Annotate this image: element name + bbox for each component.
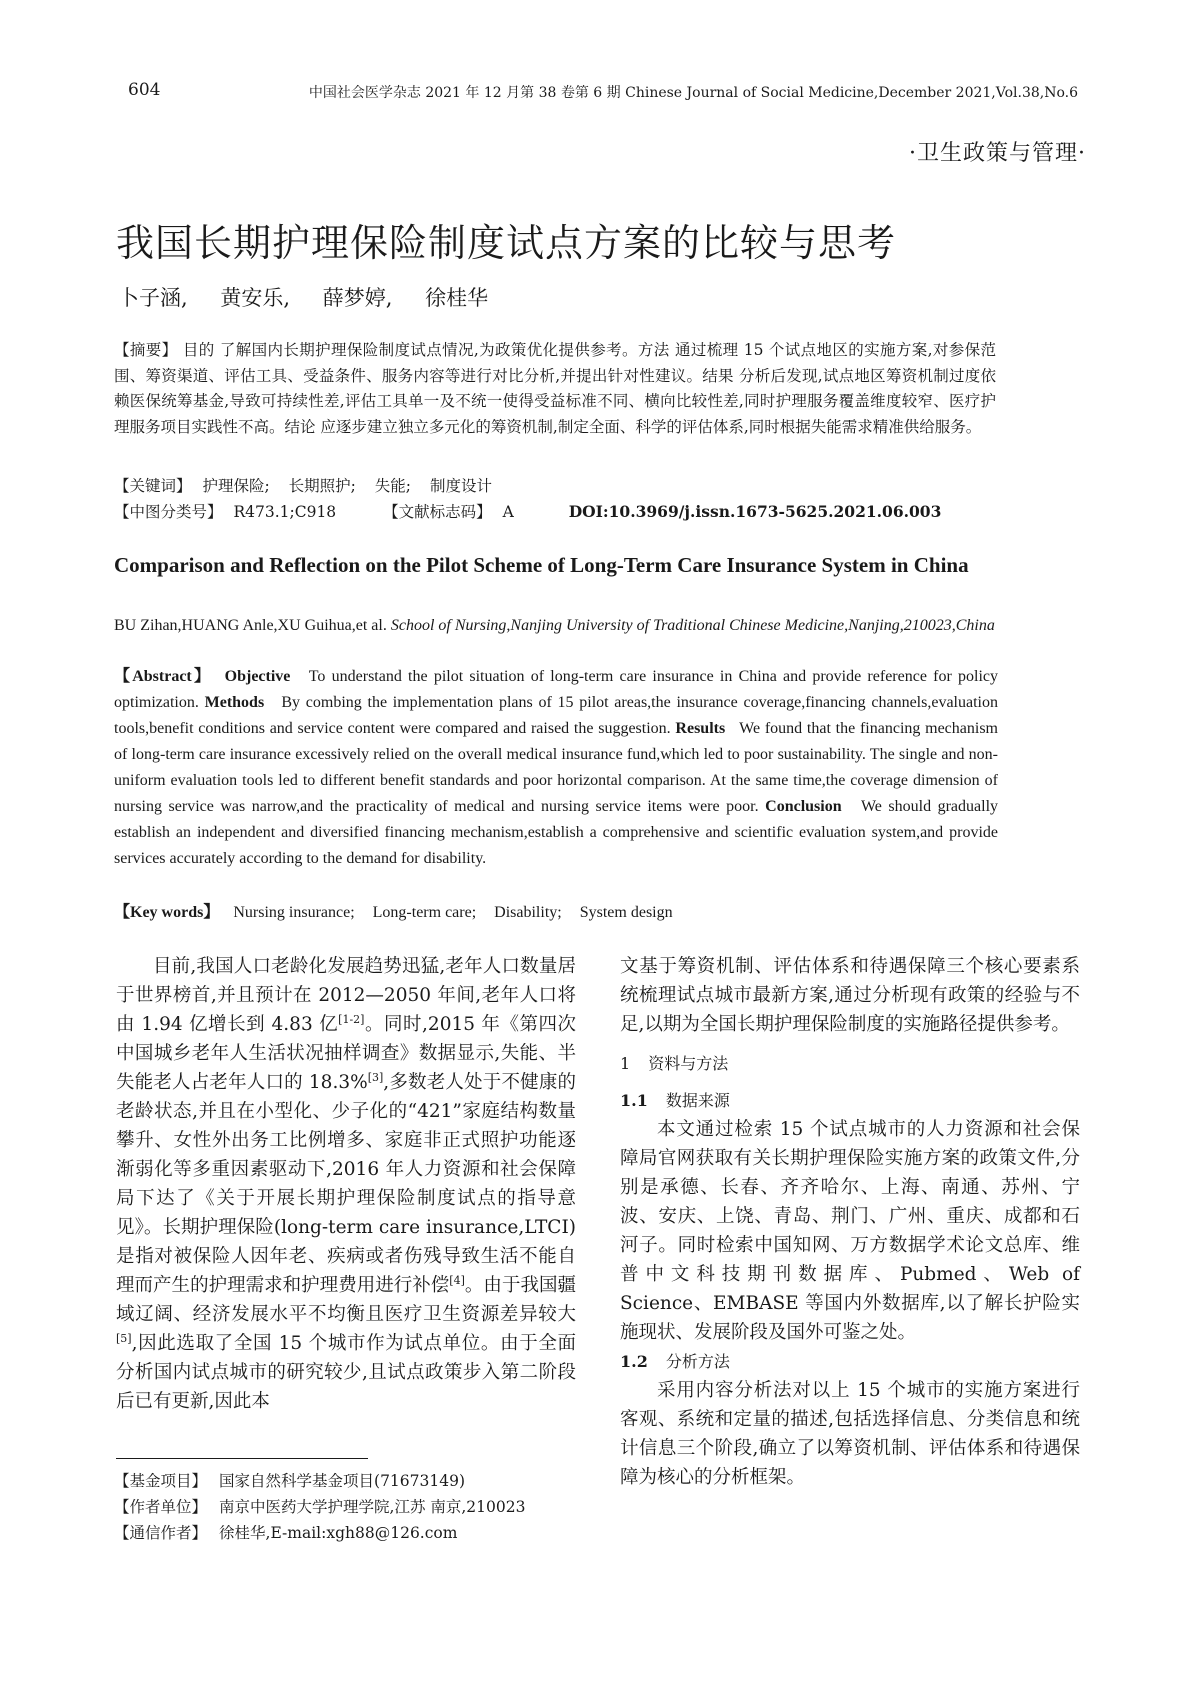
body-text: 目前,我国人口老龄化发展趋势迅猛,老年人口数量居于世界榜首,并且预计在 2012—2050 年间,老年人口将由 1.94 亿增长到 4.83 亿	[116, 956, 576, 1035]
affiliation-en: School of Nursing,Nanjing University of Traditional Chinese Medicine,Nanjing,210023,China	[390, 617, 995, 634]
footnote-corresponding	[114, 1520, 525, 1546]
heading-number: 1.2	[620, 1352, 648, 1371]
body-paragraph: 文基于筹资机制、评估体系和待遇保障三个核心要素系统梳理试点城市最新方案,通过分析现有政策的经验与不足,以期为全国长期护理保险制度的实施路径提供参考。	[620, 956, 1080, 1035]
footnote-label: 【通信作者】	[114, 1524, 208, 1542]
body-text: 。同时,2015 年《第四次中国城乡老年人生活状况抽样调查》数据显示,失能、半失能老人占老年人口的 18.3%	[116, 1014, 577, 1093]
methods-text: By combing the implementation plans of 15 pilot areas,the insurance coverage,financing channels,evaluation tools,benefit conditions and service content were compared and raised the suggestion.	[114, 694, 998, 737]
objective-label: Objective	[224, 668, 291, 685]
abstract-cn	[114, 338, 996, 440]
classification-line	[114, 500, 955, 522]
article-title-cn: 我国长期护理保险制度试点方案的比较与思考	[116, 221, 897, 265]
methods-label: Methods	[204, 694, 265, 711]
running-head	[128, 80, 1078, 104]
body-text: ,因此选取了全国 15 个城市作为试点单位。由于全面分析国内试点城市的研究较少,且试点政策步入第二阶段后已有更新,因此本	[116, 1333, 576, 1412]
keyword: 制度设计	[429, 477, 492, 495]
doc-code-label: 【文献标志码】	[383, 503, 492, 521]
abstract-en-label: 【Abstract】	[114, 668, 213, 685]
author-name: 卜子涵,	[118, 286, 188, 310]
article-title-en: Comparison and Reflection on the Pilot Scheme of Long-Term Care Insurance System in China	[114, 553, 969, 577]
keyword: Long-term care;	[372, 904, 477, 921]
heading-text: 数据来源	[665, 1091, 730, 1110]
citation: [4]	[449, 1274, 465, 1287]
author-name: 黄安乐,	[220, 286, 291, 310]
body-right-column	[620, 952, 1080, 1492]
keyword: System design	[579, 904, 673, 921]
section-label: ·卫生政策与管理·	[909, 141, 1086, 166]
clc-value: R473.1;C918	[233, 503, 337, 521]
section-heading	[620, 1049, 1080, 1078]
objective-text: To understand the pilot situation of long-term care insurance in China and provide reference for policy optimization.	[114, 668, 999, 711]
heading-text: 分析方法	[665, 1352, 730, 1371]
body-paragraph	[116, 952, 576, 1416]
results-label: Results	[675, 720, 726, 737]
keywords-cn	[114, 474, 506, 496]
footnote-divider	[116, 1458, 368, 1459]
journal-citation: 中国社会医学杂志 2021 年 12 月第 38 卷第 6 期 Chinese Journal of Social Medicine,December 2021,Vol.38,No.6	[308, 85, 1078, 101]
body-paragraph: 本文通过检索 15 个试点城市的人力资源和社会保障局官网获取有关长期护理保险实施方案的政策文件,分别是承德、长春、齐齐哈尔、上海、南通、苏州、宁波、安庆、上饶、青岛、荆门、广州、重庆、成都和石河子。同时检索中国知网、万方数据学术论文总库、维普中文科技期刊数据库、Pubmed、Web of Science、EMBASE 等国内外数据库,以了解长护险实施现状、发展阶段及国外可鉴之处。	[620, 1119, 1080, 1343]
keyword: Nursing insurance;	[233, 904, 355, 921]
page-number: 604	[128, 80, 161, 100]
body-text: ,多数老人处于不健康的老龄状态,并且在小型化、少子化的“421”家庭结构数量攀升、女性外出务工比例增多、家庭非正式照护功能逐渐弱化等多重因素驱动下,2016 年人力资源和社会保障局下达了《关于开展长期护理保险制度试点的指导意见》。长期护理保险(long-term care insurance,LTCI)是指对被保险人因年老、疾病或者伤残导致生活不能自理而产生的护理需求和护理费用进行补偿	[116, 1072, 577, 1296]
keyword: 长期照护;	[288, 477, 356, 495]
footnotes	[114, 1468, 525, 1546]
author-name: 徐桂华	[425, 286, 489, 310]
citation: [1-2]	[338, 1013, 365, 1026]
footnote-text: 国家自然科学基金项目(71673149)	[219, 1472, 466, 1490]
clc-label: 【中图分类号】	[114, 503, 223, 521]
footnote-label: 【作者单位】	[114, 1498, 208, 1516]
heading-text: 资料与方法	[648, 1054, 729, 1073]
footnote-text: 南京中医药大学护理学院,江苏 南京,210023	[219, 1498, 526, 1516]
conclusion-text: We should gradually establish an independent and diversified financing mechanism,establish a comprehensive and scientific evaluation system,and provide services accurately according to the demand for disability.	[114, 798, 999, 867]
authors-cn	[118, 282, 514, 312]
authors-en-names: BU Zihan,HUANG Anle,XU Guihua,et al.	[114, 617, 387, 634]
body-text: 。由于我国疆域辽阔、经济发展水平不均衡且医疗卫生资源差异较大	[116, 1275, 576, 1325]
footnote-funding	[114, 1468, 525, 1494]
subsection-heading	[620, 1086, 1080, 1115]
body-paragraph: 采用内容分析法对以上 15 个城市的实施方案进行客观、系统和定量的描述,包括选择信息、分类信息和统计信息三个阶段,确立了以筹资机制、评估体系和待遇保障为核心的分析框架。	[620, 1380, 1080, 1488]
keyword: 护理保险;	[202, 477, 270, 495]
abstract-en	[114, 664, 998, 872]
heading-number: 1.1	[620, 1091, 648, 1110]
results-text: We found that the financing mechanism of long-term care insurance excessively relied on the overall medical insurance fund,which led to poor sustainability. The single and non-uniform evaluation tools led to different benefit standards and poor horizontal comparison. At the same time,the coverage dimension of nursing service was narrow,and the practicality of medical and nursing service items were poor.	[114, 720, 998, 815]
conclusion-label: Conclusion	[765, 798, 842, 815]
keywords-en-label: 【Key words】	[114, 904, 220, 921]
heading-number: 1	[620, 1054, 631, 1073]
citation: [5]	[116, 1332, 132, 1345]
keywords-en	[114, 899, 687, 922]
keyword: Disability;	[494, 904, 562, 921]
body-left-column	[116, 952, 576, 1416]
footnote-text: 徐桂华,E-mail:xgh88@126.com	[219, 1524, 458, 1542]
authors-en	[114, 613, 996, 639]
subsection-heading	[620, 1347, 1080, 1376]
abstract-cn-text: 目的 了解国内长期护理保险制度试点情况,为政策优化提供参考。方法 通过梳理 15 个试点地区的实施方案,对参保范围、筹资渠道、评估工具、受益条件、服务内容等进行对比分析,并提出针对性建议。结果 分析后发现,试点地区筹资机制过度依赖医保统筹基金,导致可持续性差,评估工具单一及不统一使得受益标准不同、横向比较性差,同时护理服务覆盖维度较窄、医疗护理服务项目实践性不高。结论 应逐步建立独立多元化的筹资机制,制定全面、科学的评估体系,同时根据失能需求精准供给服务。	[114, 341, 996, 436]
keywords-cn-label: 【关键词】	[114, 477, 192, 495]
footnote-affiliation	[114, 1494, 525, 1520]
citation: [3]	[367, 1071, 384, 1084]
doi: DOI:10.3969/j.issn.1673-5625.2021.06.003	[568, 502, 942, 521]
doc-code-value: A	[502, 503, 514, 521]
author-name: 薛梦婷,	[322, 286, 393, 310]
footnote-label: 【基金项目】	[114, 1472, 208, 1490]
abstract-cn-label: 【摘要】	[114, 341, 178, 359]
keyword: 失能;	[374, 477, 412, 495]
